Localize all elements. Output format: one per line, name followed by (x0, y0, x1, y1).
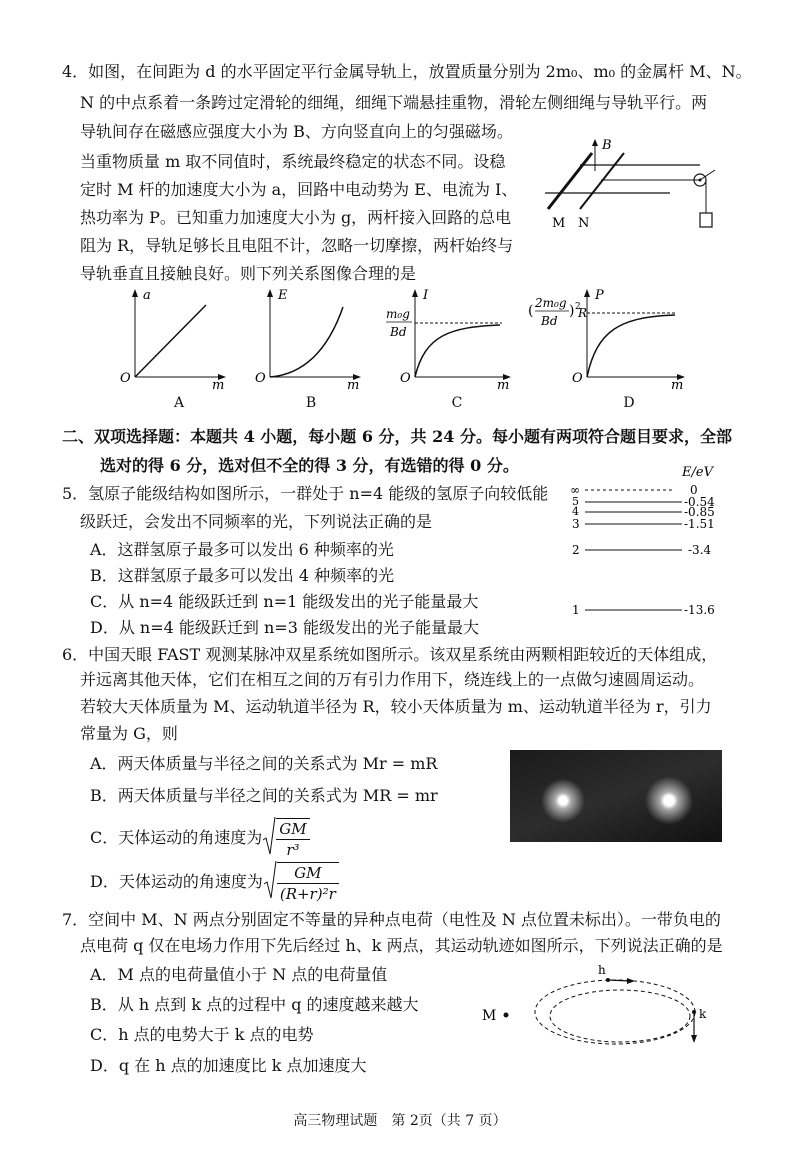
q4-line-3: 导轨间存在磁感应强度大小为 B、方向竖直向上的匀强磁场。 (80, 122, 513, 141)
q6-line-2: 并远离其他天体，它们在相互之间的万有引力作用下，绕连线上的一点做匀速圆周运动。 (80, 670, 705, 689)
q7-option-b: B．从 h 点到 k 点的过程中 q 的速度越来越大 (90, 995, 419, 1014)
svg-text:2m₀g: 2m₀g (535, 296, 567, 310)
arrow-down-icon (691, 1035, 697, 1043)
svg-text:2: 2 (572, 543, 580, 557)
sqrt-icon (263, 860, 277, 905)
q4-line-4: 当重物质量 m 取不同值时，系统最终稳定的状态不同。设稳 (80, 152, 506, 171)
q4-graph-a (110, 285, 230, 390)
svg-text:O: O (120, 371, 131, 386)
q4-graph-d (525, 285, 690, 390)
q4-line-5: 定时 M 杆的加速度大小为 a，回路中电动势为 E、电流为 I、 (80, 180, 518, 199)
q6-line-3: 若较大天体质量为 M、运动轨道半径为 R，较小天体质量为 m、运动轨道半径为 r，引力 (80, 697, 712, 716)
q4-graph-d-caption: D (623, 395, 635, 411)
q7-option-d: D．q 在 h 点的加速度比 k 点加速度大 (90, 1056, 367, 1075)
svg-text:-3.4: -3.4 (688, 543, 712, 557)
q5-energy-level-diagram (560, 462, 740, 622)
q4-graph-c (380, 285, 515, 390)
charge-m-label: M (482, 1008, 497, 1024)
q4-graph-b-caption: B (305, 395, 317, 411)
point-k-label: k (699, 1007, 707, 1021)
section-2-heading: 二、双项选择题：本题共 4 小题，每小题 6 分，共 24 分。每小题有两项符合题目要求，全部 (62, 427, 732, 446)
q4-graph-c-caption: C (451, 395, 463, 411)
svg-text:0: 0 (690, 483, 698, 497)
q6-option-b: B．两天体质量与半径之间的关系式为 MR = mr (90, 786, 438, 805)
q4-line-6: 热功率为 P。已知重力加速度大小为 g，两杆接入回路的总电 (80, 208, 512, 227)
q4-line-8: 导轨垂直且接触良好。则下列关系图像合理的是 (80, 264, 417, 283)
q5-option-c: C．从 n=4 能级跃迁到 n=1 能级发出的光子能量最大 (90, 592, 479, 611)
q5-option-b: B．这群氢原子最多可以发出 4 种频率的光 (90, 566, 395, 585)
svg-text:): ) (569, 303, 575, 319)
svg-text:I: I (423, 288, 429, 303)
charge-m-dot (504, 1013, 509, 1018)
q7-trajectory-figure (480, 960, 720, 1060)
page-footer: 高三物理试题 第 2页（共 7 页） (293, 1113, 507, 1129)
svg-text:-0.54: -0.54 (684, 495, 715, 509)
svg-text:(: ( (528, 303, 534, 319)
sqrt-icon (262, 816, 276, 861)
svg-text:-1.51: -1.51 (684, 517, 715, 531)
inner-trajectory (550, 990, 690, 1042)
svg-text:3: 3 (572, 517, 580, 531)
q7-line-2: 点电荷 q 仅在电场力作用下先后经过 h、k 两点，其运动轨迹如图所示，下列说法正确的是 (80, 936, 723, 955)
q6-line-1: 6．中国天眼 FAST 观测某脉冲双星系统如图所示。该双星系统由两颗相距较近的天体组成， (62, 645, 718, 664)
svg-text:m₀g: m₀g (386, 307, 410, 321)
q5-line-1: 5．氢原子能级结构如图所示，一群处于 n=4 能级的氢原子向较低能 (62, 484, 549, 503)
q4-line-7: 阻为 R，导轨足够长且电阻不计，忽略一切摩擦，两杆始终与 (80, 236, 514, 255)
q6-option-d: D．天体运动的角速度为 $\frac{GM}{\text{(R+r)²r}}$ (90, 860, 339, 905)
svg-text:4: 4 (572, 505, 579, 518)
svg-text:O: O (400, 371, 411, 386)
svg-text:-0.85: -0.85 (684, 505, 715, 519)
svg-text:-13.6: -13.6 (684, 603, 715, 617)
svg-text:O: O (255, 371, 266, 386)
q5-option-d: D．从 n=4 能级跃迁到 n=3 能级发出的光子能量最大 (90, 618, 479, 637)
svg-text:m: m (347, 378, 360, 390)
svg-text:a: a (143, 288, 151, 303)
svg-text:m: m (212, 378, 225, 390)
svg-text:2: 2 (575, 302, 581, 312)
q5-line-2: 级跃迁，会发出不同频率的光，下列说法正确的是 (80, 512, 433, 531)
q4-rail-figure (540, 135, 730, 245)
binary-star-photo (510, 750, 722, 842)
q6-line-4: 常量为 G，则 (80, 724, 178, 743)
q4-rod-n-label: N (578, 216, 590, 231)
q6-option-a: A．两天体质量与半径之间的关系式为 Mr = mR (90, 754, 438, 773)
svg-text:E: E (278, 288, 288, 303)
point-h-label: h (598, 963, 606, 977)
arrow-right-icon (627, 978, 635, 984)
q7-line-1: 7．空间中 M、N 两点分别固定不等量的异种点电荷（电性及 N 点位置未标出）。一带负电的 (62, 910, 721, 929)
q4-line-2: N 的中点系着一条跨过定滑轮的细绳，细绳下端悬挂重物，滑轮左侧细绳与导轨平行。两 (80, 93, 708, 112)
q4-rod-m-label: M (552, 216, 566, 231)
svg-text:R: R (578, 306, 588, 320)
q4-graph-b (245, 285, 365, 390)
q7-option-a: A．M 点的电荷量值小于 N 点的电荷量值 (90, 965, 388, 984)
svg-text:m: m (671, 378, 684, 390)
svg-text:Bd: Bd (541, 314, 558, 328)
svg-text:∞: ∞ (570, 483, 580, 497)
q4-line-1: 4．如图，在间距为 d 的水平固定平行金属导轨上，放置质量分别为 2m₀、m₀ 的金属杆 M、N。 (62, 62, 752, 81)
svg-text:1: 1 (572, 603, 580, 617)
q6-option-c: C．天体运动的角速度为 $\frac{GM}{\text{r³}}$ (90, 816, 310, 861)
q7-option-c: C．h 点的电势大于 k 点的电势 (90, 1025, 314, 1044)
svg-text:O: O (572, 371, 583, 386)
q4-graph-a-caption: A (173, 395, 185, 411)
q4-field-label: B (602, 138, 612, 153)
svg-text:5: 5 (572, 495, 579, 508)
section-2-rule: 选对的得 6 分，选对但不全的得 3 分，有选错的得 0 分。 (100, 456, 519, 475)
energy-axis-unit: E/eV (682, 465, 713, 480)
svg-text:m: m (497, 378, 510, 390)
q5-option-a: A．这群氢原子最多可以发出 6 种频率的光 (90, 540, 394, 559)
svg-text:Bd: Bd (390, 325, 407, 339)
svg-text:P: P (595, 288, 604, 303)
